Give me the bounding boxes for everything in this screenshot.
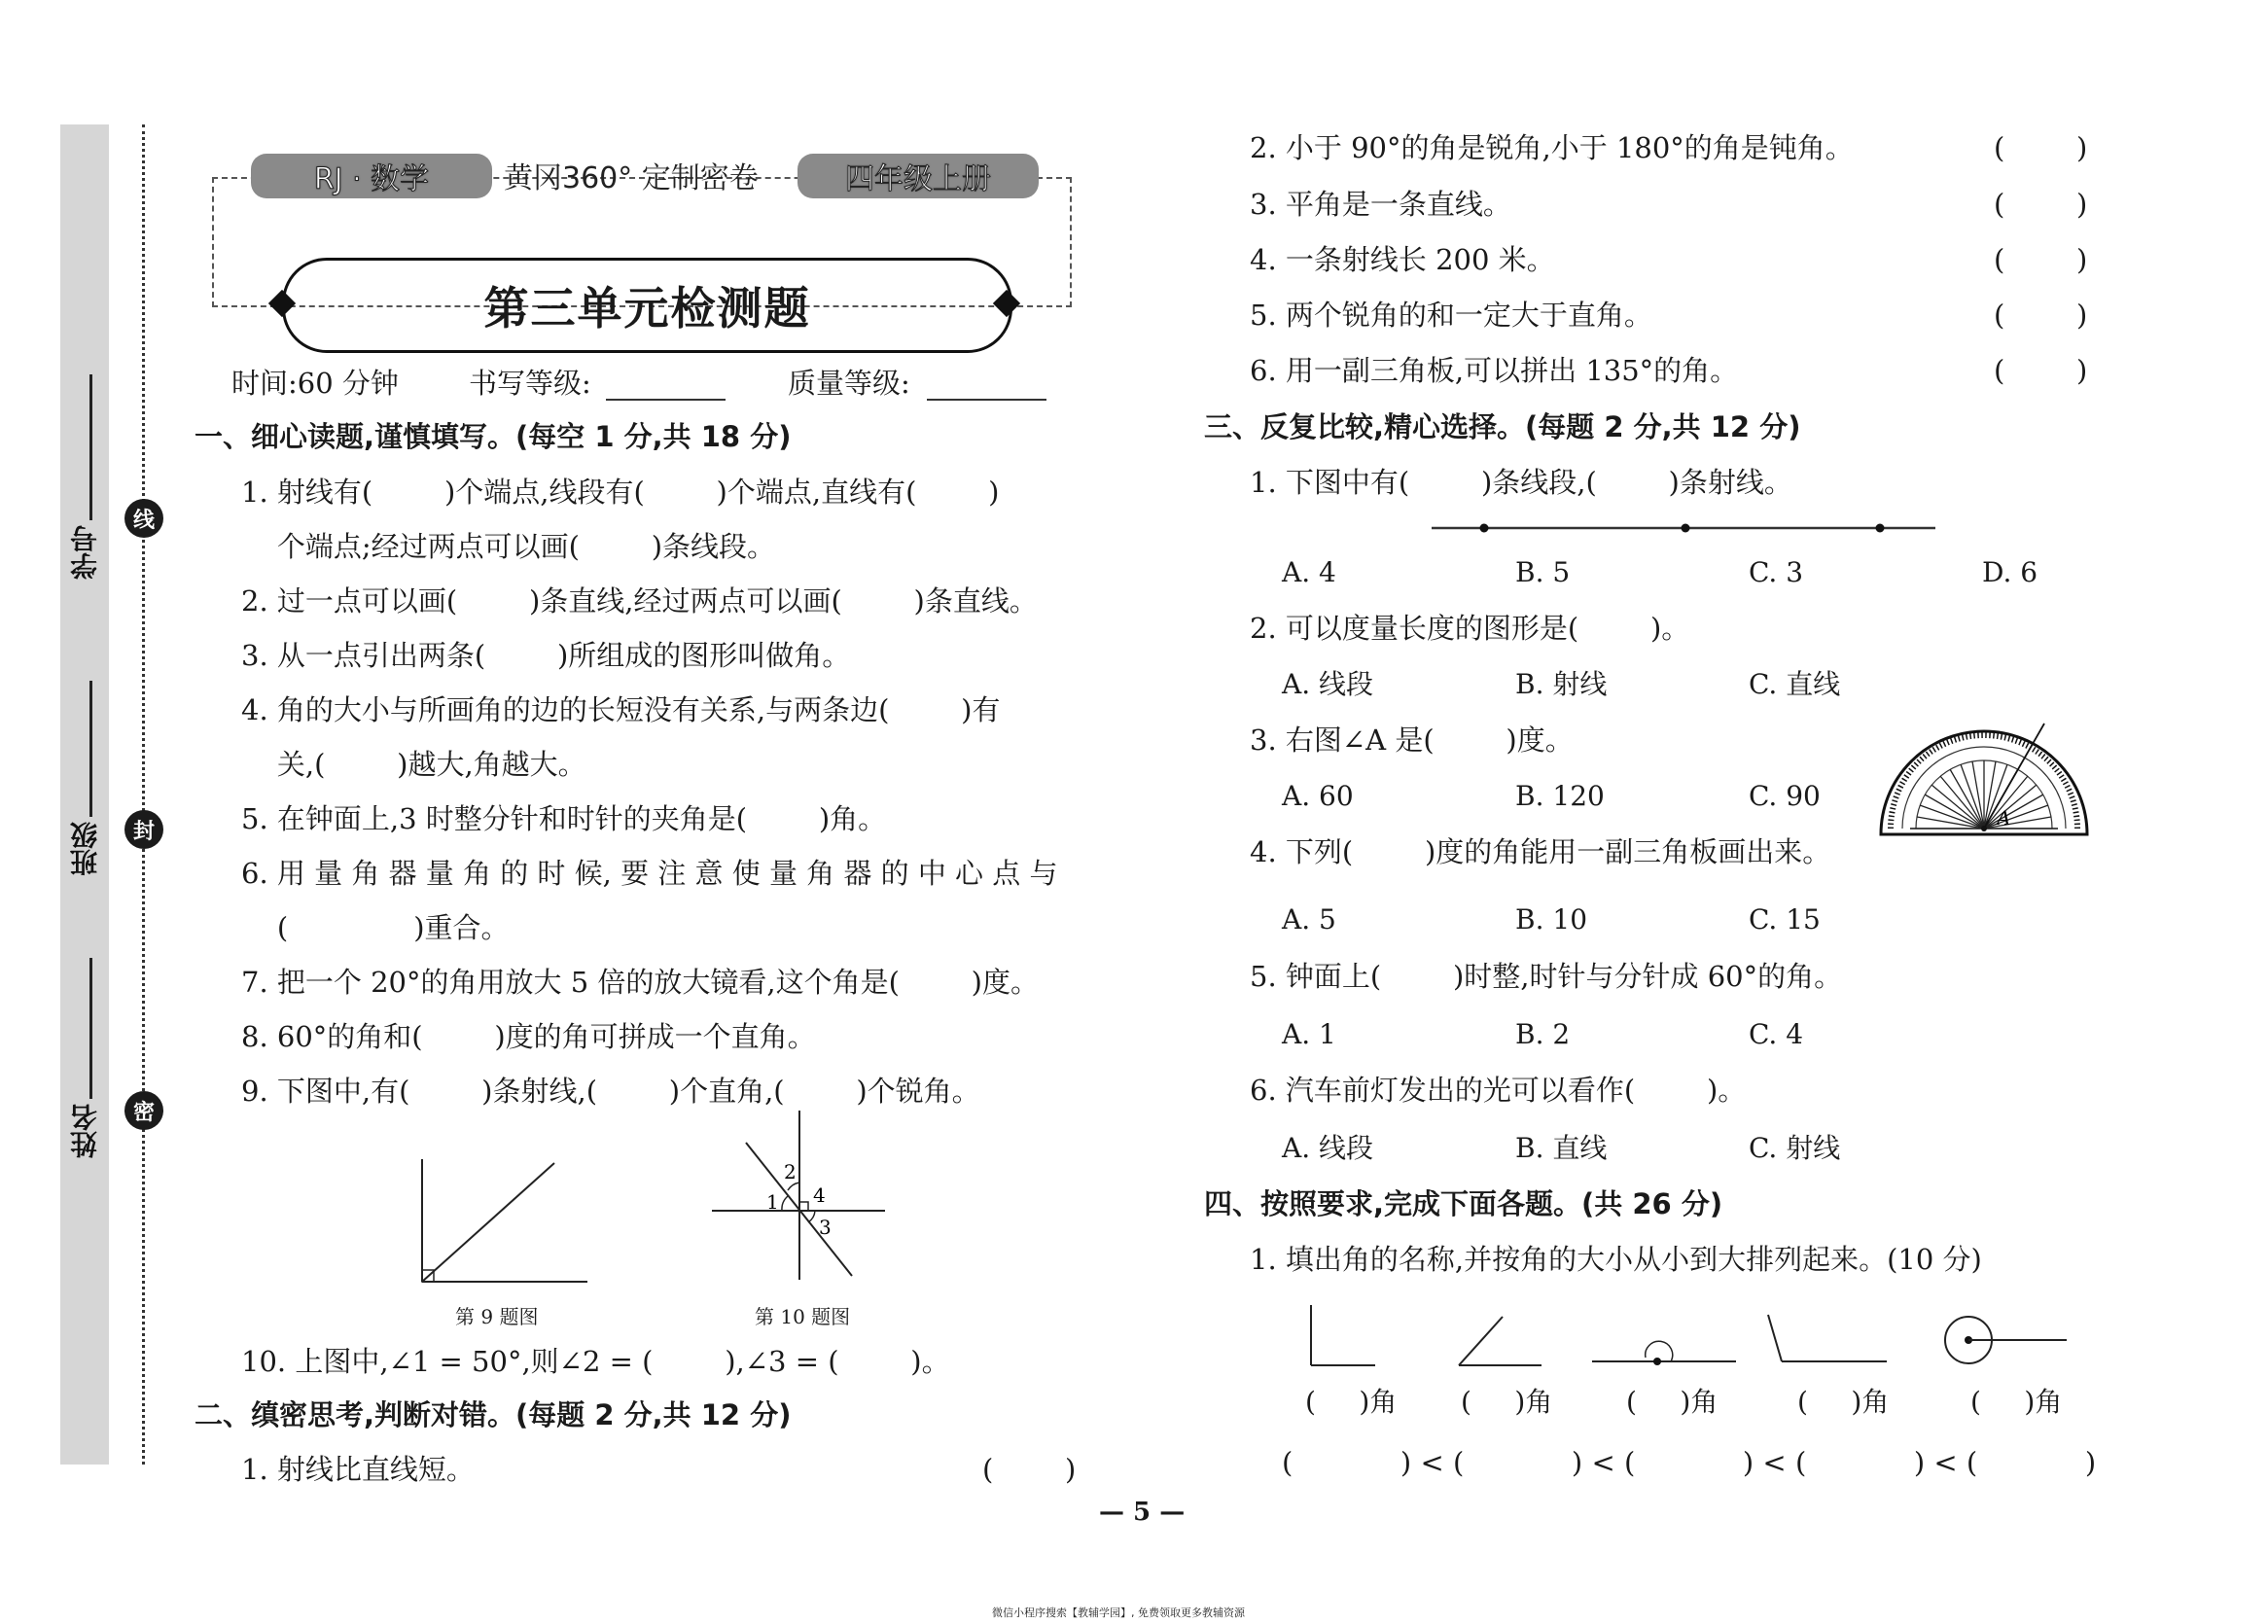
s3-q4-option[interactable]: A. 5 [1282,903,1336,936]
section2-heading: 二、缜密思考,判断对错。(每题 2 分,共 12 分) [195,1398,792,1431]
figure-10-caption: 第 10 题图 [755,1305,851,1328]
name-blank[interactable] [89,958,92,1099]
angle-name-blank[interactable]: ( )角 [1797,1386,1890,1418]
s3-q2-option[interactable]: B. 射线 [1515,668,1608,700]
s3-q1-option[interactable]: D. 6 [1982,556,2038,588]
s1-line: 8. 60°的角和( )度的角可拼成一个直角。 [241,1020,816,1053]
footer-note: 微信小程序搜索【教辅学园】, 免费领取更多教辅资源 [992,1606,1245,1619]
angle-a-label: A [1997,806,2011,830]
s2-item: 2. 小于 90°的角是锐角,小于 180°的角是钝角。 [1250,131,1854,164]
s2-answer-paren[interactable]: ( ) [1994,354,2088,387]
s3-q1-stem: 1. 下图中有( )条线段,( )条射线。 [1250,466,1792,499]
s3-q6-option[interactable]: C. 射线 [1749,1132,1841,1164]
s2-answer-paren[interactable]: ( ) [1994,188,2088,221]
figure-9-diagram [418,1157,593,1289]
seal-feng-icon: 封 [124,810,163,849]
page-number: — 5 — [1099,1498,1186,1527]
s3-q2-stem: 2. 可以度量长度的图形是( )。 [1250,612,1690,645]
s1-line: 3. 从一点引出两条( )所组成的图形叫做角。 [241,639,851,672]
student-id-blank[interactable] [89,374,92,520]
s3-q5-stem: 5. 钟面上( )时整,时针与分针成 60°的角。 [1250,960,1843,993]
s1-line: 2. 过一点可以画( )条直线,经过两点可以画( )条直线。 [241,584,1038,618]
s3-q3-option[interactable]: B. 120 [1515,780,1605,812]
angle-3-label: 3 [819,1216,832,1239]
figure-10-diagram [710,1109,895,1284]
segment-line-diagram [1430,520,1940,536]
s1-q10: 10. 上图中,∠1 = 50°,则∠2 = ( ),∠3 = ( )。 [241,1345,950,1378]
s1-line: 关,( )越大,角越大。 [241,748,586,781]
s3-q1-option[interactable]: C. 3 [1749,556,1804,588]
section3-heading: 三、反复比较,精心选择。(每题 2 分,共 12 分) [1204,410,1801,443]
s3-q4-option[interactable]: C. 15 [1749,903,1821,936]
binding-margin-strip [60,124,109,1465]
writing-grade-label: 书写等级: [469,367,591,400]
s3-q1-option[interactable]: A. 4 [1282,556,1336,588]
s3-q4-option[interactable]: B. 10 [1515,903,1588,936]
angle-4-label: 4 [813,1183,826,1207]
subject-pill: RJ · 数学 [251,154,492,198]
s2-answer-paren[interactable]: ( ) [1994,243,2088,276]
s3-q5-option[interactable]: B. 2 [1515,1018,1571,1050]
s3-q3-stem: 3. 右图∠A 是( )度。 [1250,724,1574,757]
seal-mi-icon: 密 [124,1091,163,1130]
angle-name-blank[interactable]: ( )角 [1305,1386,1398,1418]
title-box [282,258,1012,353]
figure-9-caption: 第 9 题图 [455,1305,539,1328]
s2-answer-paren[interactable]: ( ) [982,1453,1077,1486]
angle-1-label: 1 [766,1190,779,1214]
class-label: 班级 [69,822,101,876]
seal-xian-icon: 线 [124,499,163,538]
s2-item: 1. 射线比直线短。 [241,1453,475,1486]
s3-q2-option[interactable]: A. 线段 [1282,668,1374,700]
order-row[interactable]: ( ) < ( ) < ( ) < ( ) < ( ) [1282,1446,2097,1479]
s1-line: 7. 把一个 20°的角用放大 5 倍的放大镜看,这个角是( )度。 [241,966,1039,999]
grade-pill: 四年级上册 [797,154,1039,198]
protractor-diagram [1877,720,2091,841]
s2-item: 4. 一条射线长 200 米。 [1250,243,1555,276]
student-id-label: 学号 [69,525,101,580]
brand-label: 黄冈360° 定制密卷 [504,161,759,195]
s2-item: 3. 平角是一条直线。 [1250,188,1511,221]
s3-q3-option[interactable]: C. 90 [1749,780,1821,812]
s1-line: 1. 射线有( )个端点,线段有( )个端点,直线有( ) [241,476,1000,509]
s2-item: 5. 两个锐角的和一定大于直角。 [1250,299,1652,332]
s3-q2-option[interactable]: C. 直线 [1749,668,1841,700]
page-title: 第三单元检测题 [483,282,811,335]
s1-line: 5. 在钟面上,3 时整分针和时针的夹角是( )角。 [241,802,887,835]
writing-grade-blank[interactable] [606,399,726,401]
s2-answer-paren[interactable]: ( ) [1994,131,2088,164]
s1-line: 4. 角的大小与所画角的边的长短没有关系,与两条边( )有 [241,693,1001,726]
s3-q6-option[interactable]: B. 直线 [1515,1132,1608,1164]
angle-name-blank[interactable]: ( )角 [1461,1386,1553,1418]
quality-grade-label: 质量等级: [788,367,910,400]
s2-item: 6. 用一副三角板,可以拼出 135°的角。 [1250,354,1739,387]
s2-answer-paren[interactable]: ( ) [1994,299,2088,332]
s3-q3-option[interactable]: A. 60 [1282,780,1354,812]
s1-line: ( )重合。 [241,911,510,944]
s3-q4-stem: 4. 下列( )度的角能用一副三角板画出来。 [1250,835,1831,868]
s4-q1: 1. 填出角的名称,并按角的大小从小到大排列起来。(10 分) [1250,1243,1982,1276]
name-label: 姓名 [69,1104,101,1158]
s3-q5-option[interactable]: C. 4 [1749,1018,1804,1050]
class-blank[interactable] [89,681,92,817]
section1-heading: 一、细心读题,谨慎填写。(每空 1 分,共 18 分) [195,420,792,453]
s3-q5-option[interactable]: A. 1 [1282,1018,1336,1050]
quality-grade-blank[interactable] [927,399,1046,401]
s3-q6-stem: 6. 汽车前灯发出的光可以看作( )。 [1250,1074,1747,1107]
s1-line: 个端点;经过两点可以画( )条线段。 [241,530,776,563]
s1-line: 9. 下图中,有( )条射线,( )个直角,( )个锐角。 [241,1075,980,1108]
s1-line: 6. 用 量 角 器 量 角 的 时 候, 要 注 意 使 量 角 器 的 中 心 点 与 [241,857,1058,890]
time-label: 时间:60 分钟 [231,367,399,400]
section4-heading: 四、按照要求,完成下面各题。(共 26 分) [1204,1187,1723,1220]
s3-q6-option[interactable]: A. 线段 [1282,1132,1374,1164]
angle-shapes-diagram [1303,1303,2072,1381]
cut-line [142,124,145,1465]
s3-q1-option[interactable]: B. 5 [1515,556,1571,588]
angle-name-blank[interactable]: ( )角 [1626,1386,1719,1418]
angle-2-label: 2 [784,1160,797,1183]
angle-name-blank[interactable]: ( )角 [1970,1386,2063,1418]
